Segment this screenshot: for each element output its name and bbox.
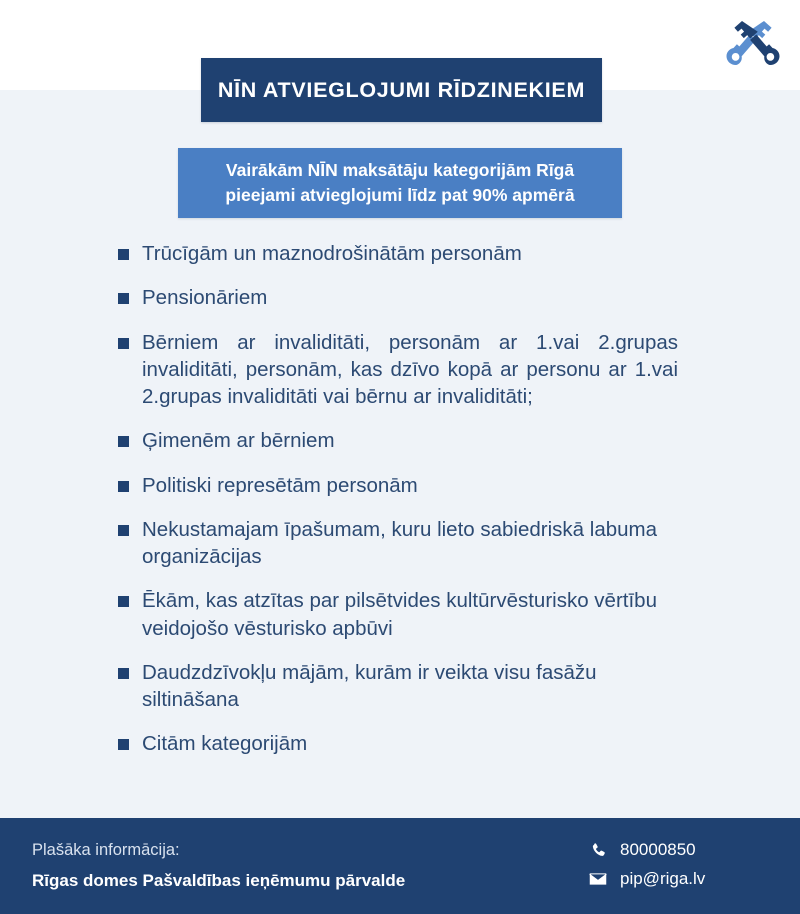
list-item-label: Pensionāriem xyxy=(142,286,268,310)
list-item xyxy=(118,587,678,642)
title-banner xyxy=(201,58,602,122)
footer-organization-name: Rīgas domes Pašvaldības ieņēmumu pārvalde xyxy=(32,870,406,890)
footer-bar xyxy=(0,818,800,914)
list-item-label: Daudzdzīvokļu mājām, kurām ir veikta visu fasāžu siltināšana xyxy=(142,660,597,711)
list-item xyxy=(118,659,678,714)
list-item-label: Politiski represētām personām xyxy=(142,473,418,497)
footer-info-label: Plašāka informācija: xyxy=(32,841,180,859)
square-bullet-icon xyxy=(118,481,129,492)
footer-contact-block xyxy=(588,840,768,889)
list-item xyxy=(118,516,678,571)
contact-phone[interactable] xyxy=(588,840,768,860)
list-item xyxy=(118,329,678,411)
square-bullet-icon xyxy=(118,668,129,679)
benefit-categories-list xyxy=(118,240,678,758)
contact-email[interactable] xyxy=(588,869,768,889)
list-item xyxy=(118,427,678,454)
phone-icon xyxy=(588,841,608,859)
list-item-label: Bērniem ar invaliditāti, personām ar 1.vai 2.grupas invaliditāti, personām, kas dzīvo kopā ar personu ar 1.vai 2.grupas invaliditāti vai bērnu ar invaliditāti; xyxy=(142,330,678,408)
list-item-label: Ēkām, kas atzītas par pilsētvides kultūrvēsturisko vērtību veidojošo vēsturisko apbūvi xyxy=(142,589,657,640)
square-bullet-icon xyxy=(118,338,129,349)
list-item xyxy=(118,240,678,267)
list-item xyxy=(118,472,678,499)
email-address: pip@riga.lv xyxy=(620,869,706,888)
square-bullet-icon xyxy=(118,249,129,260)
list-item-label: Ģimenēm ar bērniem xyxy=(142,429,335,453)
list-item-label: Nekustamajam īpašumam, kuru lieto sabiedriskā labuma organizācijas xyxy=(142,517,658,568)
square-bullet-icon xyxy=(118,525,129,536)
square-bullet-icon xyxy=(118,739,129,750)
square-bullet-icon xyxy=(118,293,129,304)
envelope-icon xyxy=(588,870,608,888)
square-bullet-icon xyxy=(118,436,129,447)
page-title: NĪN ATVIEGLOJUMI RĪDZINEKIEM xyxy=(217,77,586,102)
crossed-keys-icon xyxy=(716,12,790,74)
phone-number: 80000850 xyxy=(620,840,696,859)
list-item-label: Citām kategorijām xyxy=(142,732,308,756)
square-bullet-icon xyxy=(118,596,129,607)
subtitle-text: Vairākām NĪN maksātāju kategorijām Rīgā pieejami atvieglojumi līdz pat 90% apmērā xyxy=(225,159,575,205)
list-item xyxy=(118,284,678,311)
list-item xyxy=(118,730,678,757)
subtitle-banner xyxy=(178,148,622,218)
footer-info-block xyxy=(32,838,405,893)
list-item-label: Trūcīgām un maznodrošinātām personām xyxy=(142,242,522,265)
